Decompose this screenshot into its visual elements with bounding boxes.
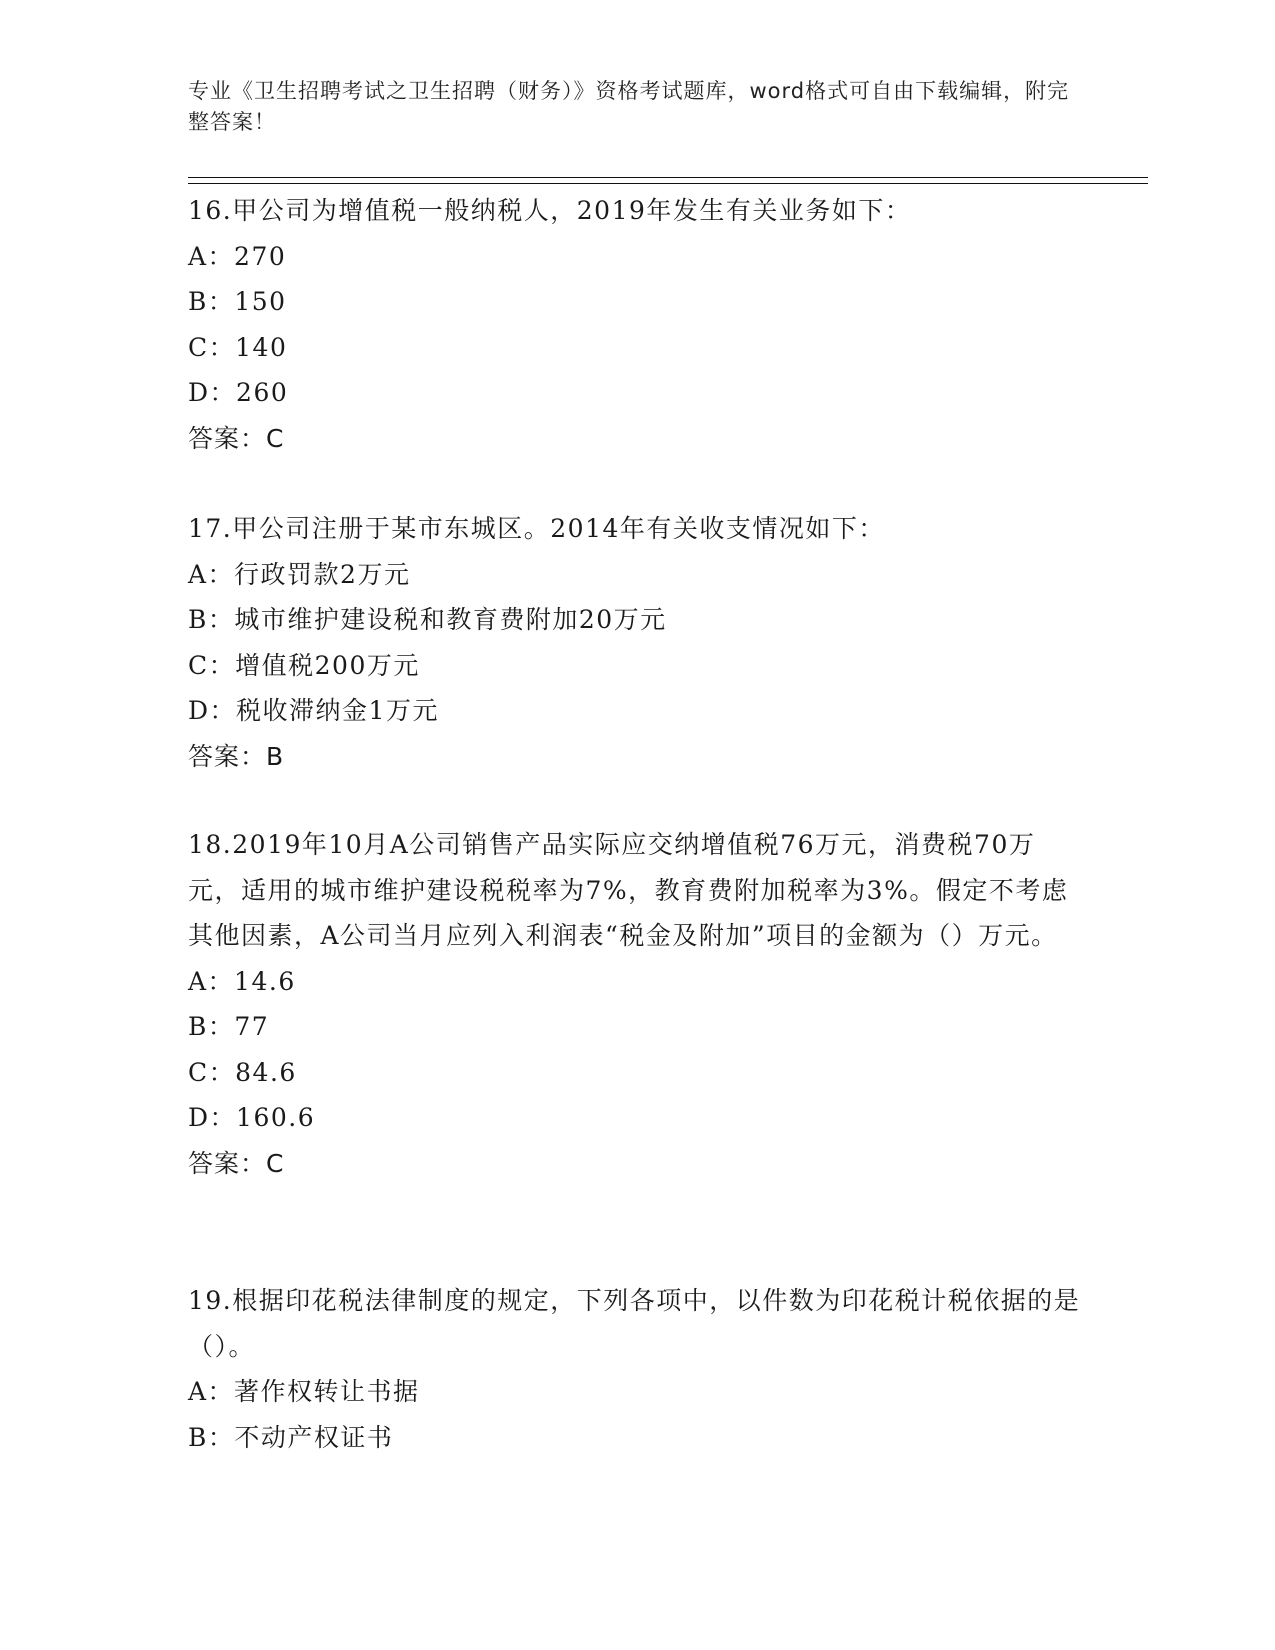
option-b: B：77 bbox=[188, 1012, 270, 1041]
option-d: D：260 bbox=[188, 378, 289, 407]
option-c: C：增值税200万元 bbox=[188, 650, 420, 680]
option-c: C：140 bbox=[188, 332, 288, 362]
option-d: D：税收滞纳金1万元 bbox=[188, 696, 439, 725]
option-b: B：不动产权证书 bbox=[188, 1422, 394, 1452]
header-divider-top bbox=[188, 177, 1148, 178]
header-divider-bottom bbox=[188, 183, 1148, 184]
option-b: B：城市维护建设税和教育费附加20万元 bbox=[188, 605, 667, 634]
question-stem: 17.甲公司注册于某市东城区。2014年有关收支情况如下： bbox=[188, 514, 885, 543]
question-17 bbox=[188, 506, 1088, 779]
question-19 bbox=[188, 1278, 1088, 1460]
answer: 答案：B bbox=[188, 741, 285, 771]
option-d: D：160.6 bbox=[188, 1103, 316, 1132]
question-stem: 18.2019年10月A公司销售产品实际应交纳增值税76万元，消费税70万元，适用的城市维护建设税税率为7%，教育费附加税率为3%。假定不考虑其他因素，A公司当月应列入利润表“税金及附加”项目的金额为（）万元。 bbox=[188, 830, 1069, 950]
option-b: B：150 bbox=[188, 287, 287, 316]
option-c: C：84.6 bbox=[188, 1057, 297, 1087]
answer: 答案：C bbox=[188, 1148, 285, 1178]
answer: 答案：C bbox=[188, 423, 285, 453]
question-18 bbox=[188, 822, 1088, 1186]
option-a: A：著作权转让书据 bbox=[188, 1377, 420, 1406]
option-a: A：270 bbox=[188, 241, 287, 271]
question-stem: 16.甲公司为增值税一般纳税人，2019年发生有关业务如下： bbox=[188, 196, 912, 225]
question-stem: 19.根据印花税法律制度的规定，下列各项中，以件数为印花税计税依据的是（）。 bbox=[188, 1286, 1081, 1361]
question-16 bbox=[188, 188, 1088, 461]
document-header: 专业《卫生招聘考试之卫生招聘（财务）》资格考试题库，word格式可自由下载编辑，附完整答案！ bbox=[188, 79, 1070, 134]
option-a: A：14.6 bbox=[188, 966, 296, 996]
option-a: A：行政罚款2万元 bbox=[188, 559, 411, 589]
